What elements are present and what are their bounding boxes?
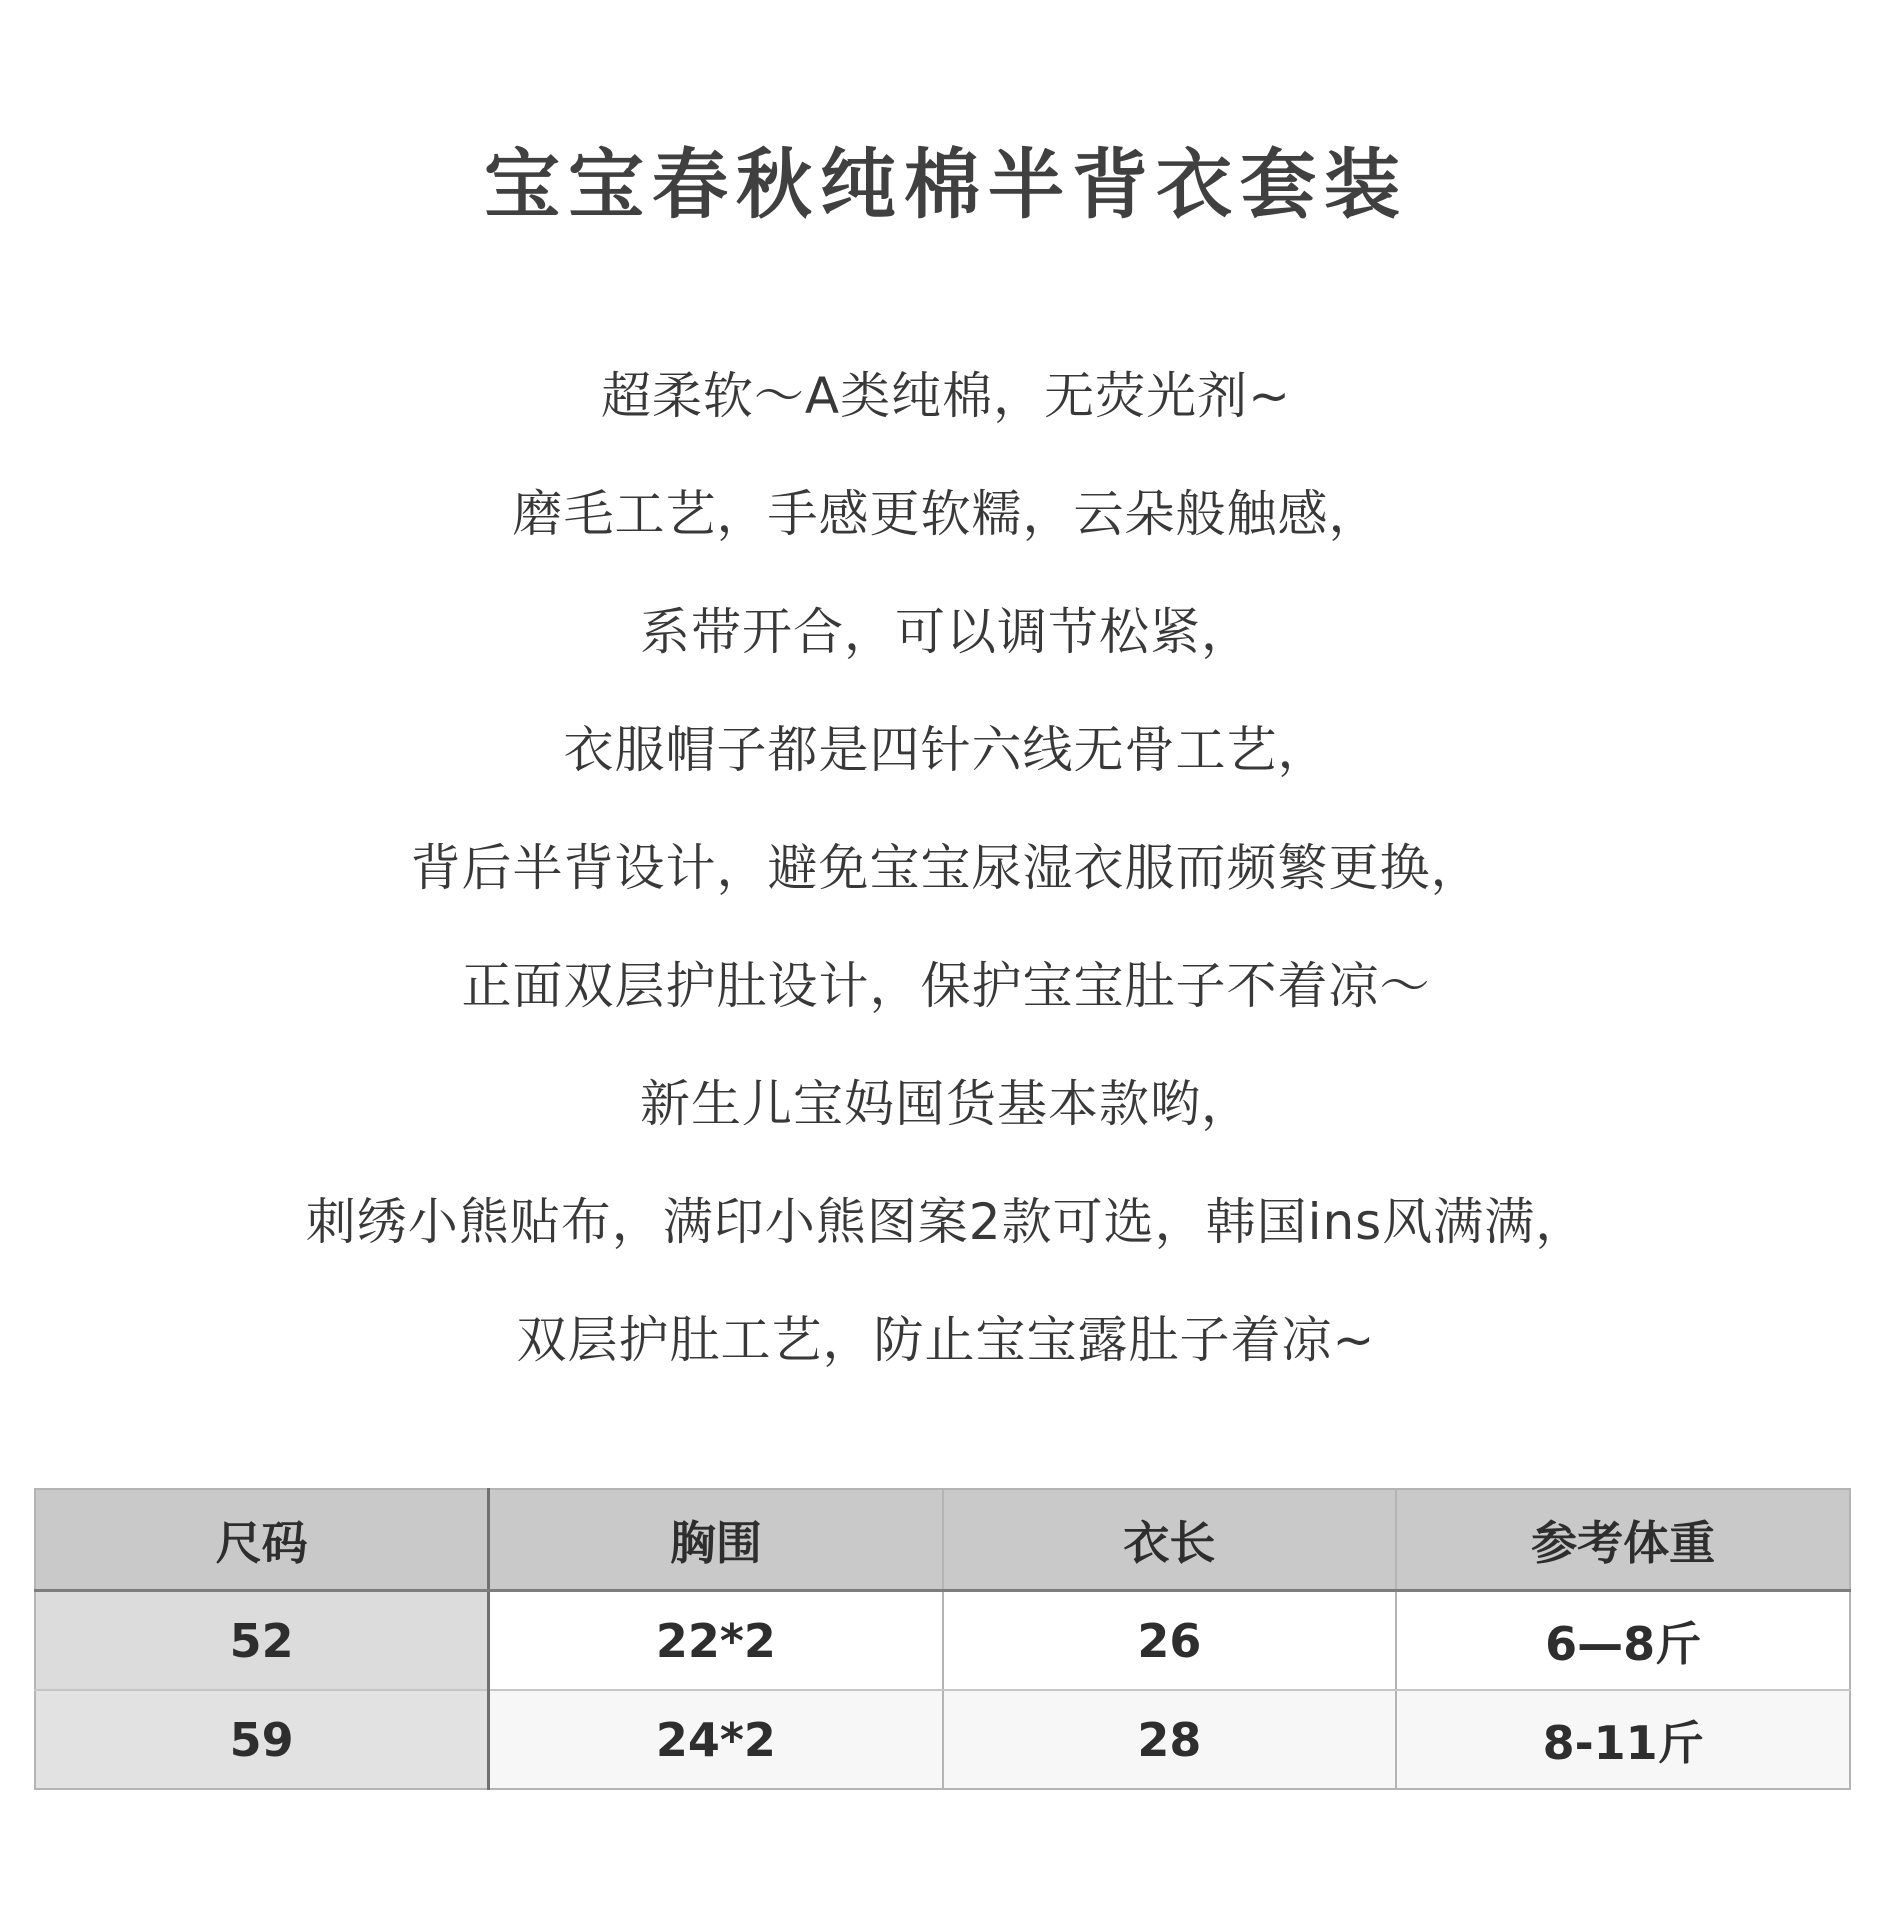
header-size: 尺码 — [35, 1489, 489, 1591]
description-line: 背后半背设计，避免宝宝尿湿衣服而频繁更换， — [410, 839, 1482, 897]
cell-size: 52 — [35, 1591, 489, 1691]
header-weight: 参考体重 — [1396, 1489, 1850, 1591]
cell-length: 28 — [943, 1690, 1397, 1789]
page-title: 宝宝春秋纯棉半背衣套装 — [484, 140, 1408, 229]
header-length: 衣长 — [943, 1489, 1397, 1591]
description-line: 新生儿宝妈囤货基本款哟， — [640, 1075, 1252, 1133]
header-chest: 胸围 — [489, 1489, 943, 1591]
cell-size: 59 — [35, 1690, 489, 1789]
table-row — [35, 1690, 1850, 1789]
description-line: 超柔软～A类纯棉，无荧光剂~ — [600, 367, 1292, 425]
description-line: 双层护肚工艺，防止宝宝露肚子着凉~ — [516, 1311, 1376, 1369]
cell-chest: 24*2 — [489, 1690, 943, 1789]
cell-chest: 22*2 — [489, 1591, 943, 1691]
size-chart-table — [34, 1488, 1851, 1790]
product-description — [0, 352, 1892, 1414]
cell-weight: 6—8斤 — [1396, 1591, 1850, 1691]
table-header-row — [35, 1489, 1850, 1591]
cell-weight: 8-11斤 — [1396, 1690, 1850, 1789]
description-line: 正面双层护肚设计，保护宝宝肚子不着凉～ — [461, 957, 1431, 1015]
description-line: 系带开合，可以调节松紧， — [640, 603, 1252, 661]
cell-length: 26 — [943, 1591, 1397, 1691]
description-line: 刺绣小熊贴布，满印小熊图案2款可选，韩国ins风满满， — [305, 1193, 1587, 1251]
description-line: 磨毛工艺，手感更软糯，云朵般触感， — [512, 485, 1380, 543]
description-line: 衣服帽子都是四针六线无骨工艺， — [563, 721, 1329, 779]
table-row — [35, 1591, 1850, 1691]
